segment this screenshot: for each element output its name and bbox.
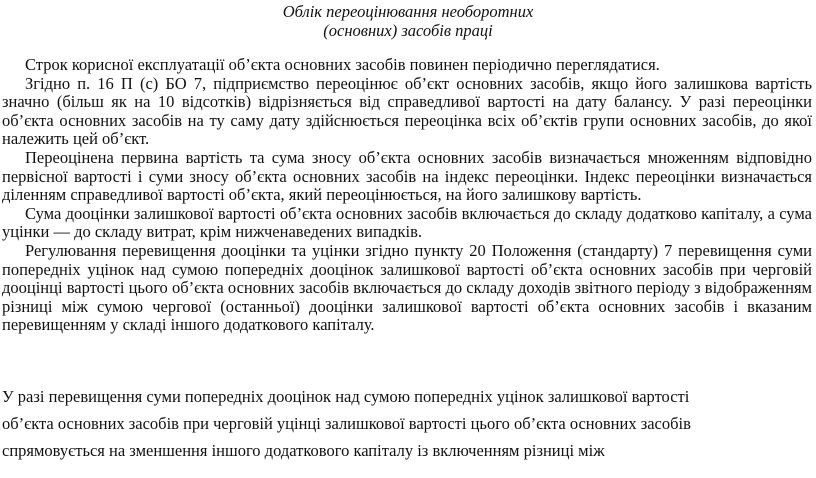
tail-text-line-1: У разі перевищення суми попередніх дооцінок над сумою попередніх уцінок залишкової вартості — [2, 387, 690, 406]
document-title-line-1: Облік переоцінювання необоротних — [282, 2, 534, 21]
paragraph-revaluation-rule: Згідно п. 16 П (с) БО 7, підприємство переоцінює об’єкт основних засобів, якщо його залишкова вартість значно (більш як на 10 відсотків) відрізняється від справедливої вартості на дату балансу. У разі переоцінки об’єкта основних засобів на ту саму дату здійснюється переоцінка всіх об’єктів групи основних засобів, до якої належить цей об’єкт. — [2, 73, 812, 149]
paragraph-regulation: Регулювання перевищення дооцінки та уцінки згідно пункту 20 Положення (стандарту) 7 перевищення суми попередніх уцінок над сумою попередніх дооцінок залишкової вартості об’єкта основних засобів при черговій дооцінці вартості цього об’єкта основних засобів включається до складу доходів звітного періоду з відображенням різниці між сумою чергової (останньої) дооцінки залишкової вартості об’єкта основних засобів і вказаним перевищенням у складі іншого додаткового капіталу. — [2, 240, 812, 335]
document-body — [2, 56, 812, 335]
paragraph-revaluation-index: Переоцінена первина вартість та сума зносу об’єкта основних засобів визначається множенням відповідно первісної вартості і суми зносу об’єкта основних засобів на індекс переоцінки. Індекс переоцінки визначається діленням справедливої вартості об’єкта, який переоцінюється, на його залишкову вартість. — [2, 147, 812, 205]
tail-text-line-2: об’єкта основних засобів при черговій уцінці залишкової вартості цього об’єкта основних засобів — [2, 414, 691, 433]
paragraph-useful-life: Строк корисної експлуатації об’єкта основних засобів повинен періодично переглядатися. — [25, 55, 660, 74]
document-title-line-2: (основних) засобів праці — [323, 21, 493, 40]
paragraph-revaluation-surplus: Сума дооцінки залишкової вартості об’єкта основних засобів включається до складу додатково капіталу, а сума уцінки — до складу витрат, крім нижченаведених випадків. — [2, 203, 812, 242]
tail-text-line-3: спрямовується на зменшення іншого додаткового капіталу із включенням різниці між — [2, 441, 605, 460]
